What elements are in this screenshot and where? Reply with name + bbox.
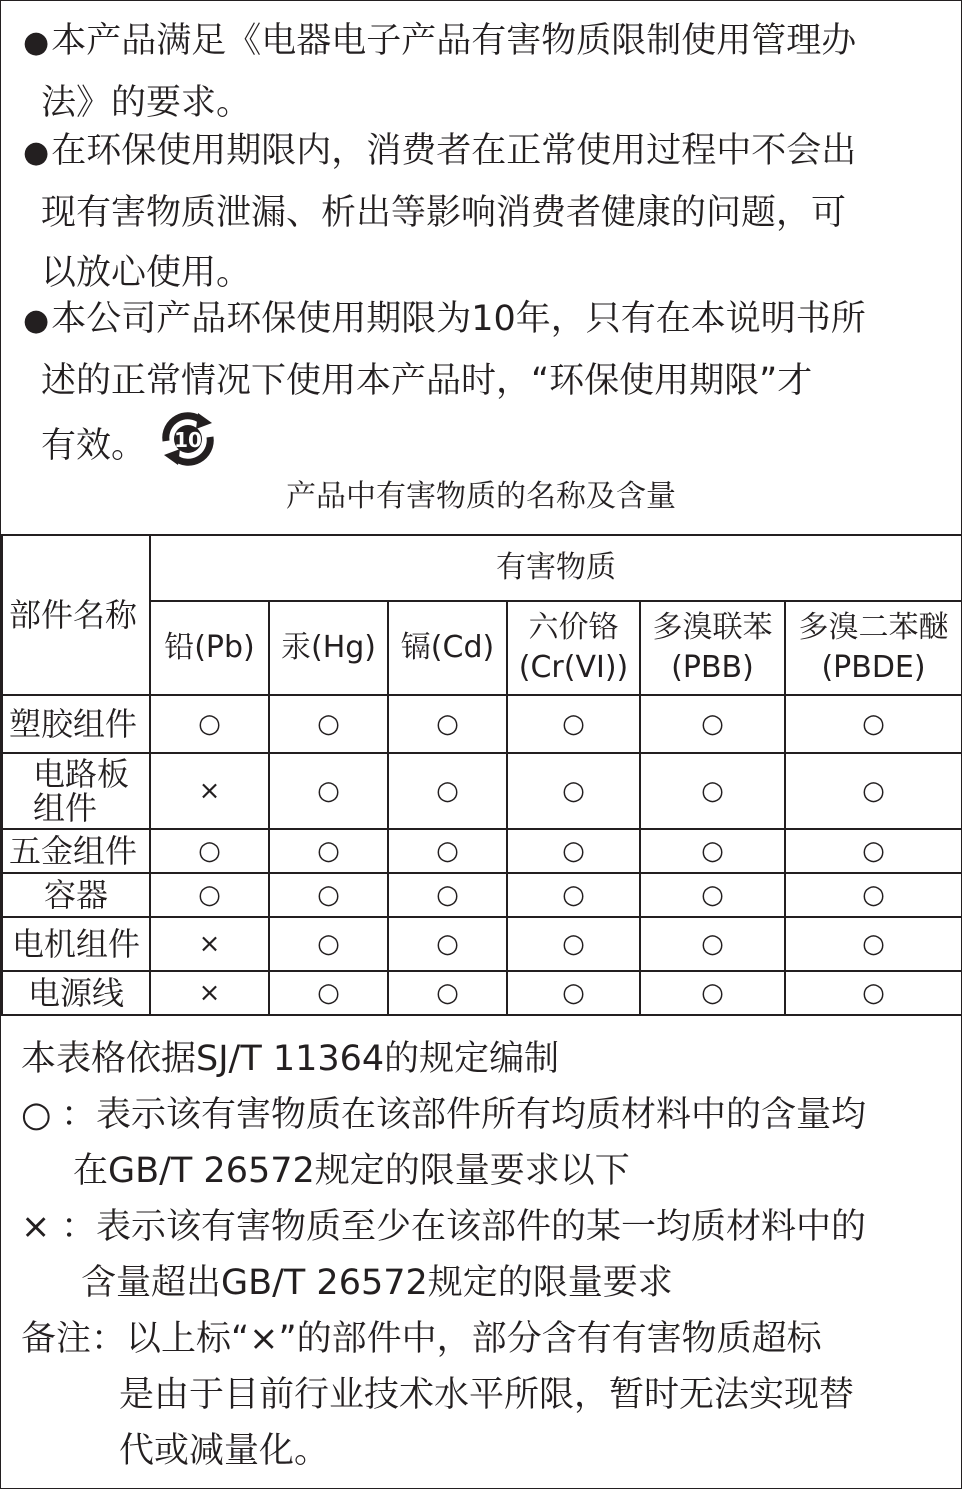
mark-cell: ○ <box>785 873 962 917</box>
mark-cell: ○ <box>388 695 507 753</box>
mark-cell: ○ <box>388 873 507 917</box>
mark-cell: ○ <box>269 695 388 753</box>
mark-cell: ○ <box>269 829 388 873</box>
substance-group-header: 有害物质 <box>150 535 962 601</box>
part-cell: 塑胶组件 <box>2 695 150 753</box>
part-name-header: 部件名称 <box>2 535 150 695</box>
part-cell: 电路板 组件 <box>2 753 150 829</box>
table-title: 产品中有害物质的名称及含量 <box>286 479 676 514</box>
table-row <box>2 829 962 873</box>
mark-cell: ○ <box>150 829 269 873</box>
notes-section: 本表格依据SJ/T 11364的规定编制 ○ ：表示该有害物质在该部件所有均质材料中的含量均 在GB/T 26572规定的限量要求以下 × ：表示该有害物质至少在该部件的某一均质材料中的 含量超出GB/T 26572规定的限量要求 备注：以上标“×”的部件中，部分含有有害物质超标 是由于目前行业技术水平所限，暂时无法实现替 代或减量化。 <box>21 1031 941 1479</box>
mark-cell: × <box>150 971 269 1015</box>
mark-cell: × <box>150 917 269 971</box>
intro-section <box>1 1 961 533</box>
mark-cell: ○ <box>507 971 640 1015</box>
mark-cell: ○ <box>640 695 785 753</box>
mark-cell: ○ <box>507 753 640 829</box>
mark-cell: ○ <box>640 971 785 1015</box>
mark-cell: ○ <box>388 829 507 873</box>
table-row <box>2 753 962 829</box>
mark-cell: ○ <box>507 917 640 971</box>
table-row <box>2 971 962 1015</box>
table-row <box>2 917 962 971</box>
mark-cell: ○ <box>507 829 640 873</box>
mark-cell: ○ <box>640 917 785 971</box>
mark-cell: ○ <box>640 753 785 829</box>
mark-cell: ○ <box>507 873 640 917</box>
hazardous-substance-table <box>1 534 962 1016</box>
circle-legend: ○ ：表示该有害物质在该部件所有均质材料中的含量均 <box>21 1087 941 1143</box>
mark-cell: ○ <box>150 873 269 917</box>
part-cell: 电源线 <box>2 971 150 1015</box>
statement-compliance: ●本产品满足《电器电子产品有害物质限制使用管理办 法》的要求。 <box>23 11 856 133</box>
mark-cell: ○ <box>388 753 507 829</box>
statement-eco-period: ●本公司产品环保使用期限为10年，只有在本说明书所 述的正常情况下使用本产品时，“环保使用期限”才 有效。 10 <box>23 289 866 486</box>
part-cell: 容器 <box>2 873 150 917</box>
mark-cell: ○ <box>785 753 962 829</box>
mark-cell: ○ <box>640 829 785 873</box>
remark-note: 备注：以上标“×”的部件中，部分含有有害物质超标 <box>21 1319 822 1359</box>
part-cell: 五金组件 <box>2 829 150 873</box>
table-row <box>2 873 962 917</box>
column-chromium: 六价铬 (Cr(VI)) <box>507 601 640 695</box>
mark-cell: ○ <box>785 829 962 873</box>
column-cadmium: 镉(Cd) <box>388 601 507 695</box>
mark-cell: ○ <box>785 695 962 753</box>
mark-cell: ○ <box>785 971 962 1015</box>
mark-cell: ○ <box>269 753 388 829</box>
bullet-icon: ● <box>23 303 50 338</box>
cross-legend: × ：表示该有害物质至少在该部件的某一均质材料中的 <box>21 1199 941 1255</box>
cross-symbol: × <box>21 1207 51 1247</box>
column-pbb: 多溴联苯 (PBB) <box>640 601 785 695</box>
table-row <box>2 695 962 753</box>
column-mercury: 汞(Hg) <box>269 601 388 695</box>
mark-cell: ○ <box>507 695 640 753</box>
bullet-icon: ● <box>23 25 50 60</box>
column-pbde: 多溴二苯醚 (PBDE) <box>785 601 962 695</box>
bullet-icon: ● <box>23 135 50 170</box>
mark-cell: ○ <box>269 917 388 971</box>
statement-safe-use: ●在环保使用期限内，消费者在正常使用过程中不会出 现有害物质泄漏、析出等影响消费者健康的问题，可 以放心使用。 <box>23 121 856 303</box>
circle-symbol: ○ <box>21 1095 52 1135</box>
mark-cell: ○ <box>785 917 962 971</box>
column-lead: 铅(Pb) <box>150 601 269 695</box>
mark-cell: ○ <box>388 917 507 971</box>
basis-note: 本表格依据SJ/T 11364的规定编制 <box>21 1039 560 1079</box>
mark-cell: ○ <box>640 873 785 917</box>
mark-cell: × <box>150 753 269 829</box>
mark-cell: ○ <box>388 971 507 1015</box>
svg-text:10: 10 <box>174 428 202 452</box>
mark-cell: ○ <box>269 971 388 1015</box>
mark-cell: ○ <box>269 873 388 917</box>
part-cell: 电机组件 <box>2 917 150 971</box>
mark-cell: ○ <box>150 695 269 753</box>
